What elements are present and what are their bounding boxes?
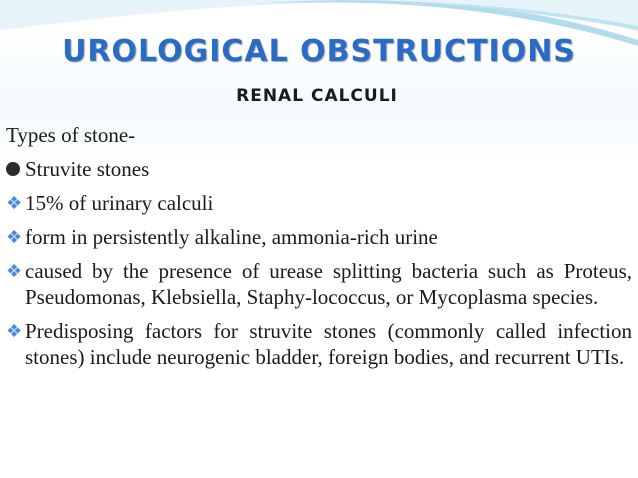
four-diamond-bullet-icon: ❖ bbox=[6, 321, 23, 341]
bullet-item bbox=[6, 190, 632, 216]
bullet-text: form in persistently alkaline, ammonia-rich urine bbox=[25, 225, 438, 249]
bullet-item bbox=[6, 224, 632, 250]
slide-body bbox=[6, 122, 632, 378]
four-diamond-bullet-icon: ❖ bbox=[6, 193, 23, 213]
bullet-item bbox=[6, 156, 632, 182]
bullet-text: caused by the presence of urease splitting bacteria such as Proteus, Pseudomonas, Klebsiella, Staphy-lococcus, or Mycoplasma species. bbox=[25, 259, 632, 309]
bullet-text: 15% of urinary calculi bbox=[25, 191, 214, 215]
filled-circle-bullet-icon bbox=[6, 156, 24, 182]
bullet-item bbox=[6, 318, 632, 370]
bullet-text: Struvite stones bbox=[25, 157, 150, 181]
four-diamond-bullet-icon: ❖ bbox=[6, 227, 23, 247]
intro-text: Types of stone- bbox=[6, 123, 136, 147]
slide-title: UROLOGICAL OBSTRUCTIONS bbox=[62, 34, 576, 69]
bullet-item bbox=[6, 258, 632, 310]
four-diamond-bullet-icon: ❖ bbox=[6, 261, 23, 281]
bullet-text: Predisposing factors for struvite stones (commonly called infection stones) include neurogenic bladder, foreign bodies, and recurrent UTIs. bbox=[25, 319, 632, 369]
slide-subtitle: RENAL CALCULI bbox=[236, 86, 398, 106]
